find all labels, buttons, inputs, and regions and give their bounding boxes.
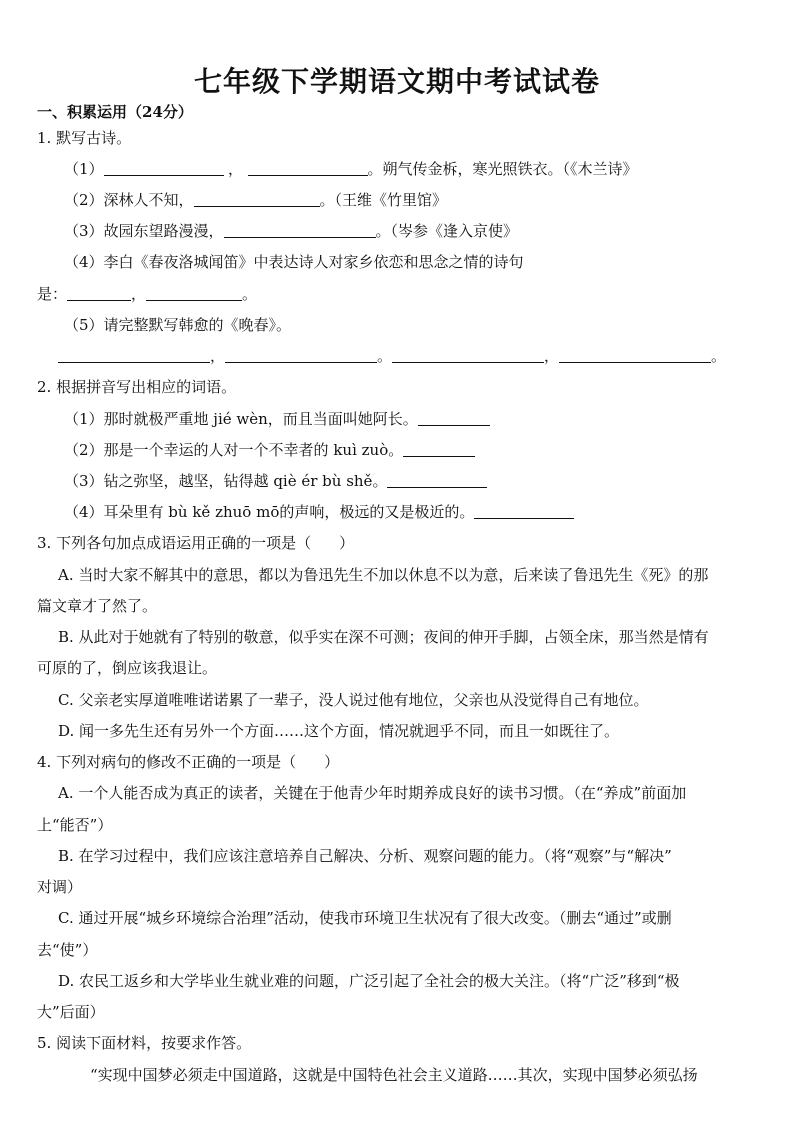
question-4-option-b-cont: 对调）	[37, 878, 83, 896]
question-1-item-3: （3）故园东望路漫漫， 。（岑参《逢入京使》	[64, 222, 519, 240]
question-4-option-a: A. 一个人能否成为真正的读者，关键在于他青少年时期养成良好的读书习惯。（在“养成”前面加	[58, 784, 687, 802]
question-3-option-a-cont: 篇文章才了然了。	[37, 597, 158, 615]
answer-blank[interactable]	[559, 347, 711, 363]
question-1-item-2: （2）深林人不知， 。（王维《竹里馆》	[64, 191, 448, 209]
question-4-option-b: B. 在学习过程中，我们应该注意培养自己解决、分析、观察问题的能力。（将“观察”与“解决”	[58, 847, 672, 865]
answer-blank[interactable]	[225, 347, 377, 363]
answer-blank[interactable]	[474, 503, 574, 519]
answer-blank[interactable]	[67, 285, 131, 301]
question-1-item-1: （1） ， 。朔气传金柝，寒光照铁衣。（《木兰诗》	[64, 160, 638, 178]
question-2-item-1: （1）那时就极严重地 jié wèn，而且当面叫她阿长。	[64, 409, 490, 429]
section-heading: 一、积累运用（24分）	[37, 103, 193, 121]
question-2-item-4: （4）耳朵里有 bù kě zhuō mō的声响，极远的又是极近的。	[64, 502, 574, 522]
question-4-option-d: D. 农民工返乡和大学毕业生就业难的问题，广泛引起了全社会的极大关注。（将“广泛”移到“极	[58, 972, 680, 990]
answer-blank[interactable]	[224, 222, 376, 238]
answer-blank[interactable]	[387, 472, 487, 488]
question-1-stem: 1. 默写古诗。	[37, 129, 132, 147]
question-3-option-c: C. 父亲老实厚道唯唯诺诺累了一辈子，没人说过他有地位，父亲也从没觉得自己有地位。	[58, 691, 649, 709]
question-2-item-2: （2）那是一个幸运的人对一个不幸者的 kuì zuò。	[64, 440, 475, 460]
answer-blank[interactable]	[104, 160, 224, 176]
answer-blank[interactable]	[58, 347, 210, 363]
question-4-option-c-cont: 去“使”）	[37, 941, 98, 959]
question-3-option-a: A. 当时大家不解其中的意思，都以为鲁迅先生不加以休息不以为意，后来读了鲁迅先生《死》的那	[58, 566, 709, 584]
question-4-option-c: C. 通过开展“城乡环境综合治理”活动，使我市环境卫生状况有了很大改变。（删去“通过”或删	[58, 909, 672, 927]
question-3-option-b-cont: 可原的了，倒应该我退让。	[37, 659, 218, 677]
question-3-option-b: B. 从此对于她就有了特别的敬意，似乎实在深不可测；夜间的伸开手脚，占领全床，那当然是情有	[58, 628, 709, 646]
question-1-item-4-line-1: （4）李白《春夜洛城闻笛》中表达诗人对家乡依恋和思念之情的诗句	[64, 253, 524, 271]
question-4-option-a-cont: 上“能否”）	[37, 816, 113, 834]
answer-blank[interactable]	[194, 191, 320, 207]
question-2-stem: 2. 根据拼音写出相应的词语。	[37, 378, 237, 396]
question-4-stem: 4. 下列对病句的修改不正确的一项是（ ）	[37, 753, 340, 771]
answer-blank[interactable]	[418, 410, 490, 426]
answer-blank[interactable]	[248, 160, 368, 176]
answer-blank[interactable]	[403, 441, 475, 457]
question-4-option-d-cont: 大”后面）	[37, 1003, 105, 1021]
answer-blank[interactable]	[146, 285, 242, 301]
question-2-item-3: （3）钻之弥坚，越坚，钻得越 qiè ér bù shě。	[64, 471, 487, 491]
page-title: 七年级下学期语文期中考试试卷	[193, 65, 600, 98]
question-5-passage: “实现中国梦必须走中国道路，这就是中国特色社会主义道路……其次，实现中国梦必须弘扬	[90, 1066, 698, 1084]
answer-blank[interactable]	[392, 347, 544, 363]
question-1-item-4-line-2: 是： ， 。	[37, 285, 258, 303]
question-3-option-d: D. 闻一多先生还有另外一个方面……这个方面，情况就迥乎不同，而且一如既往了。	[58, 722, 620, 740]
question-1-item-5: （5）请完整默写韩愈的《晚春》。	[64, 316, 292, 334]
question-1-item-5-blanks: ， 。 ， 。	[58, 346, 726, 366]
question-3-stem: 3. 下列各句加点成语运用正确的一项是（ ）	[37, 534, 355, 552]
question-5-stem: 5. 阅读下面材料，按要求作答。	[37, 1034, 252, 1052]
